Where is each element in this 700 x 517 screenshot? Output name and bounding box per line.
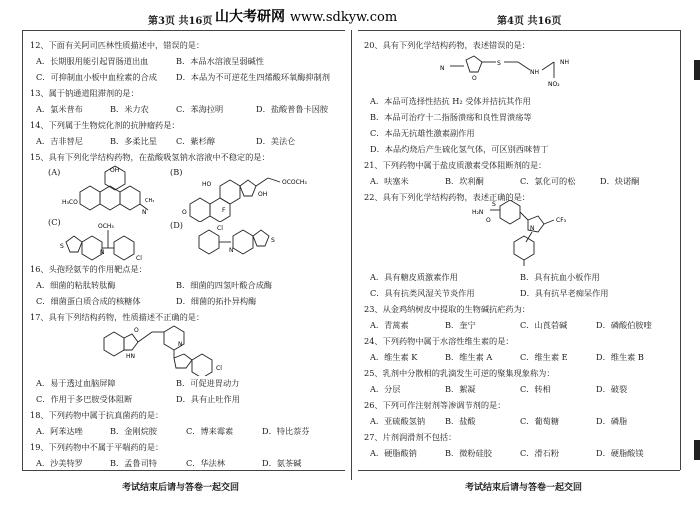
structure-15b [180, 164, 330, 222]
q23-option-b: B．奎宁 [445, 320, 476, 330]
q18-option-a: A．阿苯达唑 [36, 426, 83, 436]
s15c-och3: OCH₃ [98, 223, 114, 230]
top-rule-left [22, 30, 345, 31]
question-16: 16、头孢羟氨苄的作用靶点是： [30, 264, 147, 274]
s15b-ococh3: OCOCH₃ [282, 179, 307, 186]
s15a-ch3: CH₃ [145, 198, 155, 204]
s17-cl: Cl [216, 365, 222, 372]
q19-option-c: C．华法林 [186, 458, 226, 468]
s20-n: N [440, 65, 445, 72]
q16-option-a: A．细菌的粘肽转肽酶 [36, 280, 116, 290]
s15a-ome: H₃CO [62, 199, 78, 206]
s15b-o: O [182, 209, 187, 216]
site-banner [215, 6, 397, 26]
s15d-cl: Cl [217, 225, 223, 232]
structure-15a [50, 162, 160, 217]
q15-label-a: (A) [48, 167, 61, 177]
q20-option-a: A．本品可选择性拮抗 H₂ 受体并拮抗其作用 [370, 96, 531, 106]
q26-option-c: C．葡萄糖 [520, 416, 560, 426]
question-27: 27、片剂润滑剂不包括： [364, 432, 457, 442]
q17-option-d: D．具有止吐作用 [176, 394, 240, 404]
question-22: 22、具有下列化学结构药物，表述正确的是： [364, 192, 530, 202]
q14-option-b: B．多柔比星 [110, 136, 157, 146]
question-14: 14、下列属于生物烷化剂的抗肿瘤药是： [30, 120, 180, 130]
s22-o: O [486, 217, 491, 224]
q27-option-a: A．硬脂酸钠 [370, 448, 417, 458]
q20-option-b: B．本品可治疗十二指肠溃疡和良性胃溃疡等 [370, 112, 532, 122]
left-page-number: 第3页 共16页 [148, 16, 213, 27]
banner-url: www.sdkyw.com [289, 10, 398, 25]
structure-17 [100, 320, 270, 376]
q26-option-a: A．亚硫酸氢钠 [370, 416, 426, 426]
question-23: 23、从金鸡纳树皮中提取的生物碱抗疟药为： [364, 304, 530, 314]
q27-option-d: D．硬脂酸镁 [596, 448, 644, 458]
q16-option-b: B．细菌的四氢叶酸合成酶 [176, 280, 273, 290]
question-19: 19、下列药物中不属于平喘药的是： [30, 442, 164, 452]
right-page-number: 第4页 共16页 [497, 16, 562, 27]
q13-option-d: D．盐酸普鲁卡因胺 [256, 104, 329, 114]
s17-o: O [134, 327, 139, 334]
q15-label-c: (C) [48, 217, 61, 227]
s15c-cl: Cl [136, 255, 142, 262]
question-15: 15、具有下列化学结构药物，在盐酸吸氢钠水溶液中不稳定的是： [30, 152, 270, 162]
s17-hn: HN [126, 353, 135, 360]
s20-o: O [472, 75, 477, 82]
s20-no2: NO₂ [548, 81, 560, 88]
q24-option-a: A．维生素 K [370, 352, 418, 362]
q23-option-c: C．山莨菪碱 [520, 320, 568, 330]
center-divider [351, 30, 352, 480]
q25-option-c: C．转相 [520, 384, 551, 394]
s20-s: S [497, 60, 501, 67]
right-border [680, 30, 681, 470]
q13-option-b: B．米力农 [110, 104, 149, 114]
q18-option-d: D．特比萘芬 [262, 426, 310, 436]
question-24: 24、下列药物中属于水溶性维生素的是： [364, 336, 514, 346]
q23-option-a: A．青蒿素 [370, 320, 409, 330]
q14-option-c: C．紫杉醇 [176, 136, 216, 146]
question-21: 21、下列药物中属于盐皮质激素受体阻断剂的是： [364, 160, 547, 170]
banner-title: 山大考研网 [215, 9, 285, 25]
s15c-s: S [60, 243, 64, 250]
q22-option-a: A．具有糖皮质激素作用 [370, 272, 458, 282]
s15d-s: S [271, 237, 275, 244]
question-26: 26、下列可作注射剂等渗调节剂的是： [364, 400, 506, 410]
q17-option-a: A．易于透过血脑屏障 [36, 378, 116, 388]
q21-option-b: B．坎利酮 [445, 176, 484, 186]
bottom-rule-left [22, 470, 345, 471]
structure-15c [58, 220, 158, 262]
s22-cf3: CF₃ [556, 217, 567, 224]
q23-option-d: D．磷酸伯胺喹 [596, 320, 652, 330]
q18-option-c: C．博来霉素 [186, 426, 234, 436]
structure-15d [185, 222, 325, 260]
q27-option-b: B．微粉硅胶 [445, 448, 492, 458]
q26-option-d: D．磷脂 [596, 416, 628, 426]
q27-option-c: C．滑石粉 [520, 448, 560, 458]
question-18: 18、下列药物中属于抗真菌药的是： [30, 410, 164, 420]
q13-option-a: A．氯米普布 [36, 104, 83, 114]
q14-option-d: D．美法仑 [256, 136, 296, 146]
q22-option-d: D．具有抗早老痴呆作用 [520, 288, 609, 298]
q24-option-c: C．维生素 E [520, 352, 568, 362]
q22-option-c: C．具有抗类风湿关节炎作用 [370, 288, 475, 298]
footer-right: 考试结束后请与答卷一起交回 [465, 483, 583, 493]
q16-option-d: D．细菌的拓扑异构酶 [176, 296, 257, 306]
q17-option-b: B．可促进胃动力 [176, 378, 240, 388]
q14-option-a: A．吉非替尼 [36, 136, 83, 146]
s22-h2n: H₂N [472, 209, 484, 216]
q25-option-d: D．破裂 [596, 384, 628, 394]
q21-option-c: C．氯化可的松 [520, 176, 576, 186]
question-13: 13、属于钠通道阻滞剂的是： [30, 88, 139, 98]
left-border [22, 30, 23, 470]
q16-option-c: C．细菌蛋白质合成的核糖体 [36, 296, 141, 306]
q21-option-a: A．呋塞米 [370, 176, 409, 186]
q12-option-c: C．可抑制血小板中血栓素的合成 [36, 72, 157, 82]
s15c-n: N [100, 249, 105, 256]
corner-mark-bottom [694, 440, 700, 460]
footer-left: 考试结束后请与答卷一起交回 [122, 483, 240, 493]
q24-option-b: B．维生素 A [445, 352, 493, 362]
s22-s: S [492, 201, 496, 208]
s15b-ho: HO [202, 181, 212, 188]
q12-option-b: B．本品水溶液呈弱碱性 [176, 56, 264, 66]
q19-option-b: B．孟鲁司特 [110, 458, 157, 468]
q25-option-b: B．絮凝 [445, 384, 476, 394]
s17-n: N [178, 341, 183, 348]
s20-nh2: NH [560, 59, 569, 66]
s22-n: N [530, 225, 535, 232]
s20-nh: NH [530, 69, 539, 76]
question-17: 17、具有下列结构药物，性质描述不正确的是： [30, 312, 205, 322]
s15b-oh: OH [258, 191, 268, 198]
s15a-oh: OH [110, 167, 120, 174]
q18-option-b: B．金刚烷胺 [110, 426, 157, 436]
s15a-n: N [142, 209, 147, 216]
structure-22 [470, 200, 590, 268]
bottom-rule-right [358, 470, 680, 471]
s15d-n: N [229, 247, 234, 254]
q22-option-b: B．具有抗血小板作用 [520, 272, 600, 282]
q12-option-d: D．本品为不可逆花生四烯酸环氧酶抑制剂 [176, 72, 330, 82]
q26-option-b: B．盐酸 [445, 416, 476, 426]
top-rule-right [358, 30, 680, 31]
q15-label-b: (B) [170, 167, 183, 177]
q19-option-a: A．沙美特罗 [36, 458, 83, 468]
q25-option-a: A．分层 [370, 384, 401, 394]
question-12: 12、下面有关阿司匹林性质描述中，错误的是： [30, 40, 205, 50]
q20-option-d: D．本品灼烧后产生硫化氢气体，可区别西咪替丁 [370, 144, 549, 154]
q17-option-c: C．作用于多巴胺受体阻断 [36, 394, 133, 404]
q19-option-d: D．氨茶碱 [262, 458, 302, 468]
q15-label-d: (D) [170, 220, 183, 230]
q20-option-c: C．本品无抗雄性激素副作用 [370, 128, 475, 138]
corner-mark-top [694, 60, 700, 80]
q24-option-d: D．维生素 B [596, 352, 644, 362]
q12-option-a: A．长期服用能引起胃肠道出血 [36, 56, 149, 66]
q21-option-d: D．炔诺酮 [600, 176, 640, 186]
q13-option-c: C．苯海拉明 [176, 104, 224, 114]
question-25: 25、乳剂中分散相的乳滴发生可逆的聚集现象称为： [364, 368, 555, 378]
s15b-f: F [222, 207, 226, 214]
structure-20 [430, 48, 630, 90]
question-20: 20、具有下列化学结构药物，表述错误的是： [364, 40, 530, 50]
